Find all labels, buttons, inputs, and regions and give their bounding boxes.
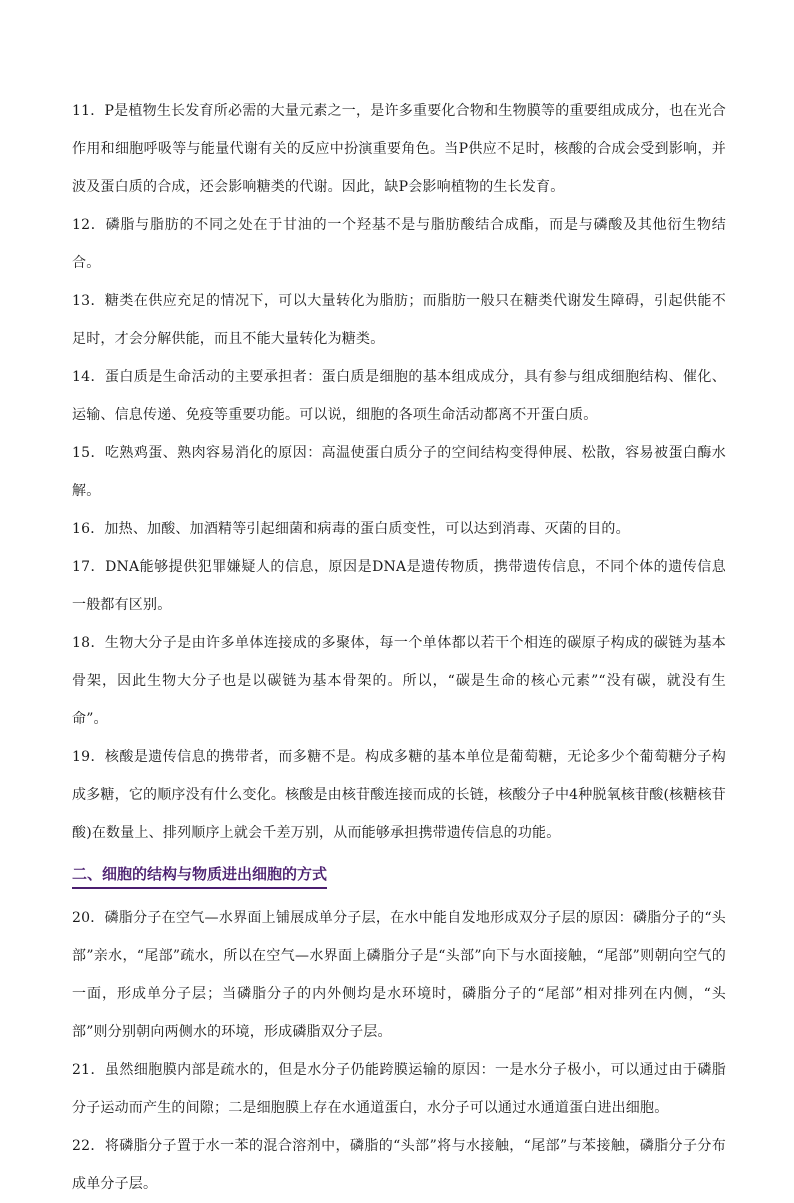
paragraph-11: 11．P是植物生长发育所必需的大量元素之一，是许多重要化合物和生物膜等的重要组成成分，也在光合作用和细胞呼吸等与能量代谢有关的反应中扮演重要角色。当P供应不足时，核酸的合成会受到影响，并波及蛋白质的合成，还会影响糖类的代谢。因此，缺P会影响植物的生长发育。: [72, 103, 726, 195]
paragraph-13: 13．糖类在供应充足的情况下，可以大量转化为脂肪；而脂肪一般只在糖类代谢发生障碍，引起供能不足时，才会分解供能，而且不能大量转化为糖类。: [72, 293, 726, 347]
section-heading: 二、细胞的结构与物质进出细胞的方式: [72, 862, 327, 889]
paragraph-15: 15．吃熟鸡蛋、熟肉容易消化的原因：高温使蛋白质分子的空间结构变得伸展、松散，容易被蛋白酶水解。: [72, 445, 726, 499]
paragraph-19: 19．核酸是遗传信息的携带者，而多糖不是。构成多糖的基本单位是葡萄糖，无论多少个葡萄糖分子构成多糖，它的顺序没有什么变化。核酸是由核苷酸连接而成的长链，核酸分子中4种脱氧核苷酸(核糖核苷酸)在数量上、排列顺序上就会千差万别，从而能够承担携带遗传信息的功能。: [72, 749, 726, 841]
paragraph-22: 22．将磷脂分子置于水一苯的混合溶剂中，磷脂的“头部”将与水接触，“尾部”与苯接触，磷脂分子分布成单分子层。: [72, 1138, 726, 1192]
paragraph-14: 14．蛋白质是生命活动的主要承担者：蛋白质是细胞的基本组成成分，具有参与组成细胞结构、催化、运输、信息传递、免疫等重要功能。可以说，细胞的各项生命活动都离不开蛋白质。: [72, 369, 726, 423]
document-page: [72, 92, 726, 1203]
paragraph-16: 16．加热、加酸、加酒精等引起细菌和病毒的蛋白质变性，可以达到消毒、灭菌的目的。: [72, 521, 630, 537]
paragraph-18: 18．生物大分子是由许多单体连接成的多聚体，每一个单体都以若干个相连的碳原子构成的碳链为基本骨架，因此生物大分子也是以碳链为基本骨架的。所以，“碳是生命的核心元素”“没有碳，就没有生命”。: [72, 635, 726, 727]
paragraph-17: 17．DNA能够提供犯罪嫌疑人的信息，原因是DNA是遗传物质，携带遗传信息，不同个体的遗传信息一般都有区别。: [72, 559, 726, 613]
paragraph-12: 12．磷脂与脂肪的不同之处在于甘油的一个羟基不是与脂肪酸结合成酯，而是与磷酸及其他衍生物结合。: [72, 217, 726, 271]
paragraph-21: 21．虽然细胞膜内部是疏水的，但是水分子仍能跨膜运输的原因：一是水分子极小，可以通过由于磷脂分子运动而产生的间隙；二是细胞膜上存在水通道蛋白，水分子可以通过水通道蛋白进出细胞。: [72, 1062, 726, 1116]
paragraph-20: 20．磷脂分子在空气—水界面上铺展成单分子层，在水中能自发地形成双分子层的原因：磷脂分子的“头部”亲水，“尾部”疏水，所以在空气—水界面上磷脂分子是“头部”向下与水面接触，“尾部”则朝向空气的一面，形成单分子层；当磷脂分子的内外侧均是水环境时，磷脂分子的“尾部”相对排列在内侧，“头部”则分别朝向两侧水的环境，形成磷脂双分子层。: [72, 910, 726, 1040]
section-heading-wrap: [72, 854, 726, 895]
